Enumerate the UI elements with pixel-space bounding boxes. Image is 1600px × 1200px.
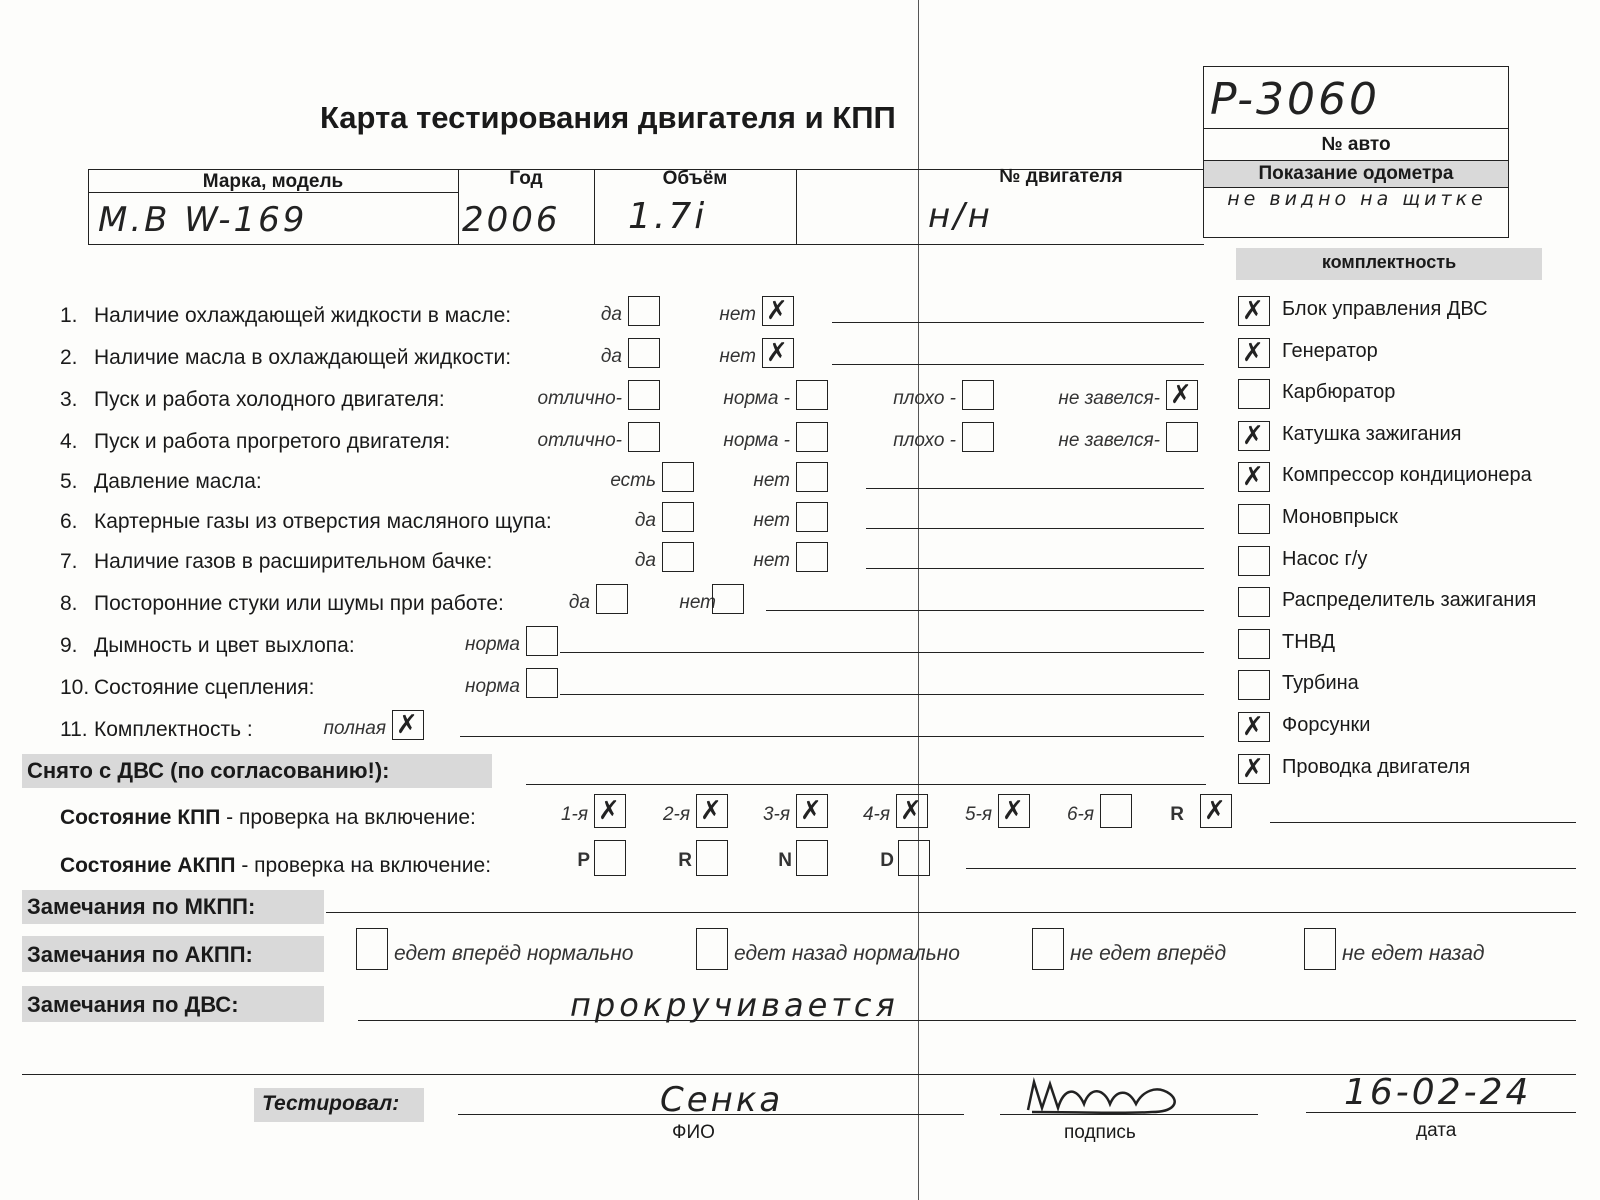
date-value: 16-02-24: [1344, 1072, 1532, 1113]
col-volume-label: Объём: [662, 168, 728, 189]
comment-line: [866, 528, 1204, 529]
question-text: Дымность и цвет выхлопа:: [94, 634, 355, 657]
option-checkbox[interactable]: [628, 380, 660, 410]
option-checkbox[interactable]: [796, 422, 828, 452]
col-make-label: Марка, модель: [202, 171, 344, 192]
option-label: нет: [719, 304, 756, 325]
question-text: Посторонние стуки или шумы при работе:: [94, 592, 504, 615]
option-label: да: [600, 346, 622, 367]
check-mark: ✗: [1242, 462, 1264, 493]
comment-line: [766, 610, 1204, 611]
akpp-remark-checkbox[interactable]: [1032, 928, 1064, 970]
question-text: Картерные газы из отверстия масляного щупа:: [94, 510, 552, 533]
question-text: Наличие охлаждающей жидкости в масле:: [94, 304, 512, 327]
option-checkbox[interactable]: [526, 668, 558, 698]
option-checkbox[interactable]: [1166, 422, 1198, 452]
kit-item-label: Компрессор кондиционера: [1282, 464, 1532, 487]
akpp-remark-label: едет вперёд нормально: [394, 942, 634, 965]
comment-line: [460, 736, 1204, 737]
option-label: нет: [679, 592, 716, 613]
volume-value: 1.7i: [628, 196, 708, 237]
question-number: 7.: [60, 550, 78, 573]
option-label: не завелся-: [1058, 430, 1160, 451]
kit-checkbox[interactable]: [1238, 587, 1270, 617]
option-label: нет: [753, 510, 790, 531]
kit-item-label: Катушка зажигания: [1282, 422, 1462, 445]
akpp-remark-checkbox[interactable]: [696, 928, 728, 970]
date-caption: дата: [1416, 1120, 1457, 1141]
col-engine-number-label: № двигателя: [999, 166, 1123, 187]
option-label: отлично-: [537, 388, 622, 409]
option-label: да: [600, 304, 622, 325]
check-mark: ✗: [1170, 380, 1192, 410]
question-text: Наличие газов в расширительном бачке:: [94, 550, 493, 573]
gear-label: 5-я: [964, 804, 992, 825]
check-mark: ✗: [1242, 296, 1264, 326]
year-value: 2006: [462, 200, 561, 240]
gear-label: 4-я: [862, 804, 890, 825]
gear-label: 6-я: [1066, 804, 1094, 825]
question-text: Состояние сцепления:: [94, 676, 315, 699]
question-number: 10.: [60, 676, 90, 699]
kit-item-label: Распределитель зажигания: [1282, 589, 1537, 612]
akpp-mode-checkbox[interactable]: [594, 840, 626, 876]
option-label: полная: [323, 718, 386, 739]
option-checkbox[interactable]: [628, 422, 660, 452]
removed-label: Снято с ДВС (по согласованию!):: [27, 758, 390, 783]
akpp-mode-label: P: [577, 850, 590, 871]
akpp-label: Состояние АКПП - проверка на включение:: [60, 854, 492, 877]
option-label: не завелся-: [1058, 388, 1160, 409]
check-mark: ✗: [1002, 796, 1024, 826]
check-mark: ✗: [766, 296, 788, 326]
option-label: нет: [753, 470, 790, 491]
option-checkbox[interactable]: [796, 380, 828, 410]
remarks-akpp-label: Замечания по АКПП:: [27, 942, 253, 967]
kit-item-label: Генератор: [1282, 339, 1378, 362]
odometer-value: не видно на щитке: [1227, 188, 1487, 210]
option-checkbox[interactable]: [796, 502, 828, 532]
kpp-label: Состояние КПП - проверка на включение:: [60, 806, 476, 829]
akpp-remark-checkbox[interactable]: [356, 928, 388, 970]
auto-number-label: № авто: [1321, 134, 1391, 155]
option-checkbox[interactable]: [962, 380, 994, 410]
option-label: да: [634, 550, 656, 571]
gear-checkbox[interactable]: [1100, 794, 1132, 828]
option-checkbox[interactable]: [796, 542, 828, 572]
akpp-mode-checkbox[interactable]: [696, 840, 728, 876]
check-mark: ✗: [800, 796, 822, 826]
question-number: 1.: [60, 304, 78, 327]
option-label: плохо -: [893, 430, 956, 451]
kit-item-label: Проводка двигателя: [1282, 755, 1471, 778]
check-mark: ✗: [1242, 712, 1264, 742]
remarks-dvs-label: Замечания по ДВС:: [27, 992, 239, 1017]
option-checkbox[interactable]: [796, 462, 828, 492]
engine-number-value: н/н: [928, 196, 993, 236]
akpp-mode-label: N: [778, 850, 792, 871]
form-title: Карта тестирования двигателя и КПП: [320, 100, 896, 135]
question-number: 3.: [60, 388, 78, 411]
col-year-label: Год: [509, 168, 543, 189]
question-text: Давление масла:: [94, 470, 262, 493]
kit-checkbox[interactable]: [1238, 546, 1270, 576]
option-checkbox[interactable]: [962, 422, 994, 452]
signature-caption: подпись: [1064, 1122, 1136, 1143]
option-label: нет: [753, 550, 790, 571]
gear-label: 2-я: [662, 804, 690, 825]
kit-item-label: Турбина: [1282, 672, 1359, 695]
make-value: M.B W-169: [98, 200, 308, 240]
kit-item-label: Форсунки: [1282, 714, 1371, 736]
option-label: плохо -: [893, 388, 956, 409]
akpp-remark-label: едет назад нормально: [734, 942, 960, 965]
tested-by-label: Тестировал:: [262, 1092, 400, 1115]
question-number: 5.: [60, 470, 78, 493]
question-number: 9.: [60, 634, 78, 657]
option-checkbox[interactable]: [662, 542, 694, 572]
option-checkbox[interactable]: [628, 338, 660, 368]
remarks-dvs-value: прокручивается: [570, 986, 899, 1024]
kit-checkbox[interactable]: [1238, 670, 1270, 700]
akpp-mode-label: R: [678, 850, 692, 871]
question-number: 11.: [60, 718, 88, 741]
akpp-mode-checkbox[interactable]: [796, 840, 828, 876]
kit-checkbox[interactable]: [1238, 379, 1270, 409]
option-checkbox[interactable]: [526, 626, 558, 656]
kit-item-label: Насос г/у: [1282, 547, 1368, 570]
name-caption: ФИО: [672, 1122, 715, 1143]
comment-line: [560, 652, 1204, 653]
option-label: нет: [719, 346, 756, 367]
tester-name-value: Сенка: [660, 1080, 784, 1120]
kit-title: комплектность: [1321, 252, 1457, 272]
option-label: норма: [465, 676, 520, 697]
check-mark: ✗: [766, 338, 788, 368]
comment-line: [866, 568, 1204, 569]
comment-line: [832, 322, 1204, 323]
check-mark: ✗: [1242, 420, 1264, 451]
check-mark: ✗: [1242, 753, 1264, 784]
check-mark: ✗: [1204, 796, 1226, 826]
comment-line: [866, 488, 1204, 489]
gear-label: 3-я: [762, 804, 790, 825]
check-mark: ✗: [396, 710, 418, 740]
option-label: отлично-: [537, 430, 622, 451]
question-number: 8.: [60, 592, 78, 615]
question-text: Пуск и работа холодного двигателя:: [94, 388, 445, 411]
akpp-mode-checkbox[interactable]: [898, 840, 930, 876]
gear-label: 1-я: [560, 804, 588, 825]
comment-line: [560, 694, 1204, 695]
question-text: Пуск и работа прогретого двигателя:: [94, 430, 451, 453]
check-mark: ✗: [900, 796, 922, 826]
akpp-remark-checkbox[interactable]: [1304, 928, 1336, 970]
odometer-label: Показание одометра: [1258, 163, 1454, 184]
comment-line: [832, 364, 1204, 365]
check-mark: ✗: [598, 796, 620, 826]
option-label: да: [634, 510, 656, 531]
option-label: есть: [610, 470, 656, 491]
question-number: 2.: [60, 346, 78, 369]
kit-item-label: Блок управления ДВС: [1282, 298, 1488, 320]
option-checkbox[interactable]: [662, 462, 694, 492]
option-checkbox[interactable]: [628, 296, 660, 326]
gear-label: R: [1170, 804, 1184, 825]
question-number: 6.: [60, 510, 78, 533]
question-text: Комплектность :: [94, 718, 253, 741]
akpp-remark-label: не едет назад: [1342, 942, 1485, 965]
signature-image: [1024, 1074, 1204, 1118]
auto-number-value: P-3060: [1210, 74, 1380, 125]
check-mark: ✗: [1242, 337, 1264, 368]
option-checkbox[interactable]: [662, 502, 694, 532]
remarks-mkpp-label: Замечания по МКПП:: [27, 894, 256, 919]
check-mark: ✗: [700, 796, 722, 826]
kit-checkbox[interactable]: [1238, 629, 1270, 659]
kit-item-label: ТНВД: [1282, 630, 1336, 653]
option-label: да: [568, 592, 590, 613]
option-checkbox[interactable]: [712, 584, 744, 614]
option-label: норма -: [723, 430, 790, 451]
question-text: Наличие масла в охлаждающей жидкости:: [94, 346, 512, 369]
kit-item-label: Моновпрыск: [1282, 506, 1398, 528]
akpp-remark-label: не едет вперёд: [1070, 942, 1227, 965]
akpp-mode-label: D: [880, 850, 894, 871]
option-checkbox[interactable]: [596, 584, 628, 614]
option-label: норма -: [723, 388, 790, 409]
option-label: норма: [465, 634, 520, 655]
kit-item-label: Карбюратор: [1282, 381, 1396, 404]
kit-checkbox[interactable]: [1238, 504, 1270, 534]
question-number: 4.: [60, 430, 78, 453]
